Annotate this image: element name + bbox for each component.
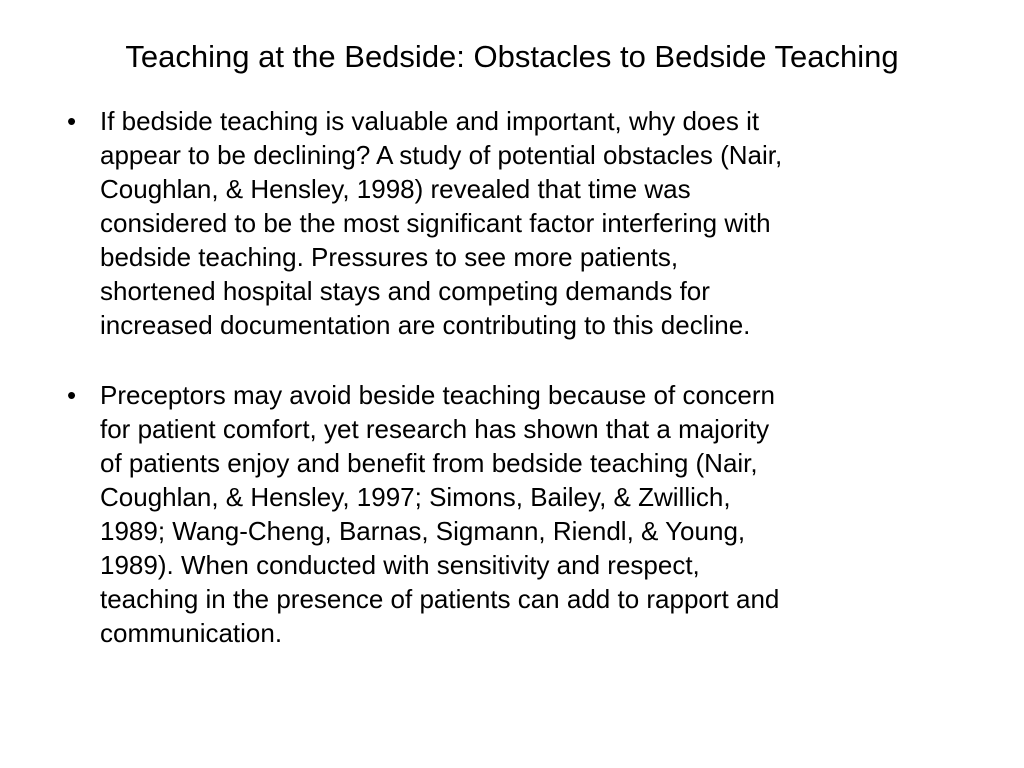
bullet-line: increased documentation are contributing to this decline.: [100, 310, 751, 340]
bullet-line: 1989). When conducted with sensitivity and respect,: [100, 550, 700, 580]
bullet-line: Coughlan, & Hensley, 1997; Simons, Bailey, & Zwillich,: [100, 482, 731, 512]
slide-title: Teaching at the Bedside: Obstacles to Bedside Teaching: [125, 39, 899, 74]
bullet-line: of patients enjoy and benefit from bedside teaching (Nair,: [100, 448, 758, 478]
bullet-text: [100, 378, 970, 650]
bullet-item-time-obstacle: [60, 104, 970, 342]
bullet-line: teaching in the presence of patients can add to rapport and: [100, 584, 780, 614]
bullet-line: bedside teaching. Pressures to see more patients,: [100, 242, 679, 272]
bullet-line: Preceptors may avoid beside teaching because of concern: [100, 380, 775, 410]
bullet-item-patient-comfort: [60, 378, 970, 650]
bullet-line: considered to be the most significant factor interfering with: [100, 208, 771, 238]
bullet-list: [60, 104, 970, 686]
bullet-line: Coughlan, & Hensley, 1998) revealed that time was: [100, 174, 691, 204]
bullet-line: for patient comfort, yet research has shown that a majority: [100, 414, 770, 444]
bullet-marker: •: [67, 380, 77, 410]
bullet-line: If bedside teaching is valuable and important, why does it: [100, 106, 760, 136]
bullet-line: appear to be declining? A study of potential obstacles (Nair,: [100, 140, 783, 170]
bullet-line: shortened hospital stays and competing demands for: [100, 276, 710, 306]
bullet-line: 1989; Wang-Cheng, Barnas, Sigmann, Riendl, & Young,: [100, 516, 746, 546]
bullet-line: communication.: [100, 618, 283, 648]
bullet-text: [100, 104, 970, 342]
bullet-marker: •: [67, 106, 77, 136]
